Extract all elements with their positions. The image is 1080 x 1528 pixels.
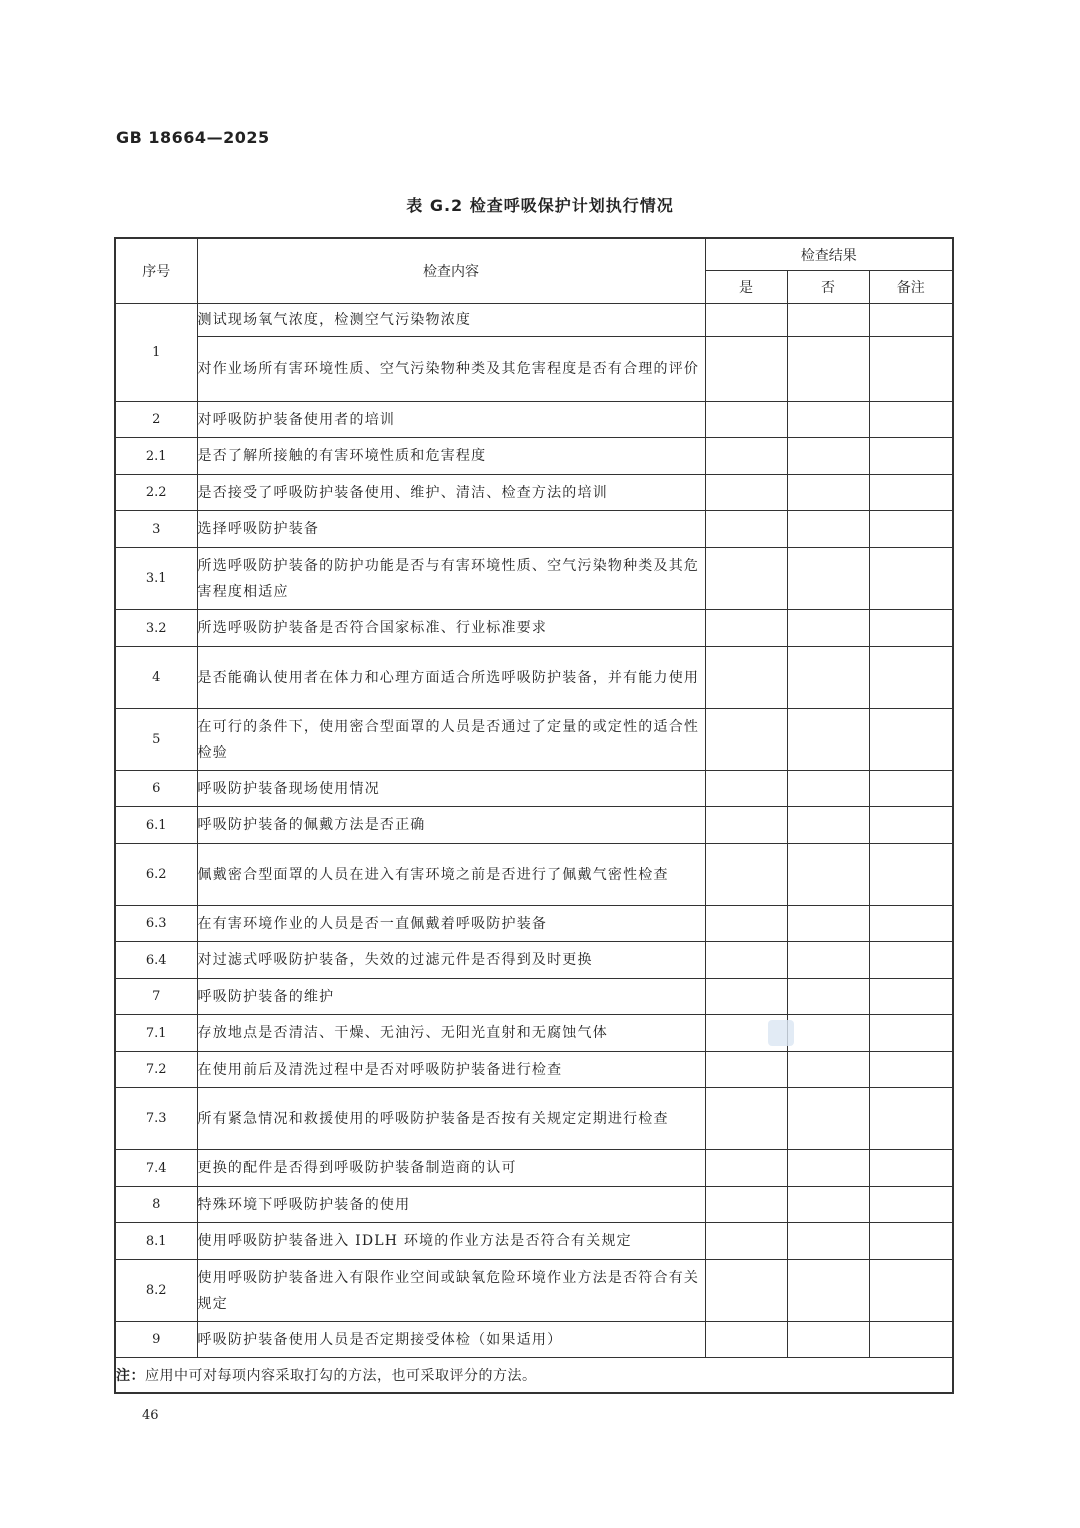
row-content: 在使用前后及清洗过程中是否对呼吸防护装备进行检查: [197, 1052, 705, 1088]
note-cell[interactable]: [869, 304, 953, 337]
yes-cell[interactable]: [705, 807, 787, 844]
row-content: 对呼吸防护装备使用者的培训: [197, 402, 705, 438]
header-no: 否: [787, 271, 869, 304]
table-row: [115, 1322, 953, 1358]
note-cell[interactable]: [869, 1187, 953, 1223]
table-row: [115, 1015, 953, 1052]
row-content: 所选呼吸防护装备的防护功能是否与有害环境性质、空气污染物种类及其危害程度相适应: [197, 548, 705, 610]
yes-cell[interactable]: [705, 548, 787, 610]
yes-cell[interactable]: [705, 1322, 787, 1358]
row-content: 选择呼吸防护装备: [197, 511, 705, 548]
note-cell[interactable]: [869, 1088, 953, 1150]
row-seq: 5: [115, 709, 197, 771]
no-cell[interactable]: [787, 1150, 869, 1187]
watermark-logo: [768, 1020, 794, 1046]
note-cell[interactable]: [869, 511, 953, 548]
inspection-table: [114, 237, 954, 1394]
row-seq: 7.1: [115, 1015, 197, 1052]
yes-cell[interactable]: [705, 1223, 787, 1260]
no-cell[interactable]: [787, 475, 869, 511]
no-cell[interactable]: [787, 771, 869, 807]
no-cell[interactable]: [787, 942, 869, 979]
table-row: [115, 844, 953, 906]
note-cell[interactable]: [869, 1150, 953, 1187]
yes-cell[interactable]: [705, 709, 787, 771]
no-cell[interactable]: [787, 438, 869, 475]
note-cell[interactable]: [869, 475, 953, 511]
table-row: [115, 771, 953, 807]
table-note: [115, 1358, 953, 1394]
yes-cell[interactable]: [705, 942, 787, 979]
note-cell[interactable]: [869, 844, 953, 906]
row-content: 在有害环境作业的人员是否一直佩戴着呼吸防护装备: [197, 906, 705, 942]
header-content: 检查内容: [197, 238, 705, 304]
note-cell[interactable]: [869, 402, 953, 438]
note-cell[interactable]: [869, 1015, 953, 1052]
row-seq: 4: [115, 647, 197, 709]
table-row: [115, 475, 953, 511]
no-cell[interactable]: [787, 844, 869, 906]
table-row: [115, 610, 953, 647]
note-cell[interactable]: [869, 1223, 953, 1260]
page-number: 46: [142, 1408, 159, 1423]
table-row: [115, 1052, 953, 1088]
table-row: [115, 1223, 953, 1260]
no-cell[interactable]: [787, 610, 869, 647]
yes-cell[interactable]: [705, 438, 787, 475]
note-cell[interactable]: [869, 709, 953, 771]
note-cell[interactable]: [869, 337, 953, 402]
yes-cell[interactable]: [705, 771, 787, 807]
table-title: 表 G.2 检查呼吸保护计划执行情况: [406, 196, 674, 215]
row-seq: 7.2: [115, 1052, 197, 1088]
row-content: 所有紧急情况和救援使用的呼吸防护装备是否按有关规定定期进行检查: [197, 1088, 705, 1150]
note-text: 应用中可对每项内容采取打勾的方法，也可采取评分的方法。: [145, 1368, 537, 1384]
no-cell[interactable]: [787, 1223, 869, 1260]
yes-cell[interactable]: [705, 511, 787, 548]
row-content: 所选呼吸防护装备是否符合国家标准、行业标准要求: [197, 610, 705, 647]
note-cell[interactable]: [869, 979, 953, 1015]
row-seq: 6.1: [115, 807, 197, 844]
row-seq: 2: [115, 402, 197, 438]
row-seq: 7.3: [115, 1088, 197, 1150]
note-cell[interactable]: [869, 438, 953, 475]
yes-cell[interactable]: [705, 1088, 787, 1150]
no-cell[interactable]: [787, 906, 869, 942]
row-content: 呼吸防护装备的佩戴方法是否正确: [197, 807, 705, 844]
table-row: [115, 709, 953, 771]
table-row: [115, 548, 953, 610]
no-cell[interactable]: [787, 1088, 869, 1150]
table-row: [115, 1150, 953, 1187]
yes-cell[interactable]: [705, 979, 787, 1015]
note-cell[interactable]: [869, 942, 953, 979]
table-row: [115, 979, 953, 1015]
row-seq: 3.1: [115, 548, 197, 610]
row-seq: 7: [115, 979, 197, 1015]
yes-cell[interactable]: [705, 647, 787, 709]
table-row: [115, 438, 953, 475]
row-seq: 8.2: [115, 1260, 197, 1322]
no-cell[interactable]: [787, 1187, 869, 1223]
table-row: [115, 402, 953, 438]
yes-cell[interactable]: [705, 1150, 787, 1187]
row-content: 佩戴密合型面罩的人员在进入有害环境之前是否进行了佩戴气密性检查: [197, 844, 705, 906]
table-row: [115, 304, 953, 337]
no-cell[interactable]: [787, 709, 869, 771]
row-seq: 8: [115, 1187, 197, 1223]
note-cell[interactable]: [869, 548, 953, 610]
note-label: 注：: [116, 1368, 145, 1384]
row-content: 呼吸防护装备现场使用情况: [197, 771, 705, 807]
no-cell[interactable]: [787, 1015, 869, 1052]
yes-cell[interactable]: [705, 475, 787, 511]
no-cell[interactable]: [787, 979, 869, 1015]
table-row: [115, 337, 953, 402]
table-row: [115, 1187, 953, 1223]
table-row: [115, 1260, 953, 1322]
row-content: 对作业场所有害环境性质、空气污染物种类及其危害程度是否有合理的评价: [197, 337, 705, 402]
no-cell[interactable]: [787, 1052, 869, 1088]
no-cell[interactable]: [787, 402, 869, 438]
table-row: [115, 647, 953, 709]
row-seq: 6.4: [115, 942, 197, 979]
header-seq: 序号: [115, 238, 197, 304]
row-content: 在可行的条件下，使用密合型面罩的人员是否通过了定量的或定性的适合性检验: [197, 709, 705, 771]
header-result: 检查结果: [705, 238, 953, 271]
no-cell[interactable]: [787, 548, 869, 610]
standard-code: GB 18664—2025: [116, 128, 270, 147]
row-content: 呼吸防护装备使用人员是否定期接受体检（如果适用）: [197, 1322, 705, 1358]
row-content: 测试现场氧气浓度，检测空气污染物浓度: [197, 304, 705, 337]
row-seq: 8.1: [115, 1223, 197, 1260]
table-row: [115, 1088, 953, 1150]
row-seq: 3: [115, 511, 197, 548]
yes-cell[interactable]: [705, 337, 787, 402]
row-seq: 6.3: [115, 906, 197, 942]
row-seq: 3.2: [115, 610, 197, 647]
table-row: [115, 807, 953, 844]
yes-cell[interactable]: [705, 1052, 787, 1088]
header-yes: 是: [705, 271, 787, 304]
note-cell[interactable]: [869, 1052, 953, 1088]
yes-cell[interactable]: [705, 610, 787, 647]
no-cell[interactable]: [787, 304, 869, 337]
row-content: 特殊环境下呼吸防护装备的使用: [197, 1187, 705, 1223]
no-cell[interactable]: [787, 337, 869, 402]
row-content: 使用呼吸防护装备进入 IDLH 环境的作业方法是否符合有关规定: [197, 1223, 705, 1260]
row-content: 呼吸防护装备的维护: [197, 979, 705, 1015]
row-content: 是否了解所接触的有害环境性质和危害程度: [197, 438, 705, 475]
row-content: 使用呼吸防护装备进入有限作业空间或缺氧危险环境作业方法是否符合有关规定: [197, 1260, 705, 1322]
table-body: [115, 304, 953, 1358]
row-content: 存放地点是否清洁、干燥、无油污、无阳光直射和无腐蚀气体: [197, 1015, 705, 1052]
row-seq: 6.2: [115, 844, 197, 906]
row-seq: 1: [115, 304, 197, 402]
row-content: 是否接受了呼吸防护装备使用、维护、清洁、检查方法的培训: [197, 475, 705, 511]
no-cell[interactable]: [787, 511, 869, 548]
row-seq: 9: [115, 1322, 197, 1358]
no-cell[interactable]: [787, 1260, 869, 1322]
table-row: [115, 906, 953, 942]
yes-cell[interactable]: [705, 304, 787, 337]
note-cell[interactable]: [869, 906, 953, 942]
row-content: 更换的配件是否得到呼吸防护装备制造商的认可: [197, 1150, 705, 1187]
row-seq: 6: [115, 771, 197, 807]
row-content: 对过滤式呼吸防护装备，失效的过滤元件是否得到及时更换: [197, 942, 705, 979]
note-cell[interactable]: [869, 1322, 953, 1358]
no-cell[interactable]: [787, 807, 869, 844]
yes-cell[interactable]: [705, 402, 787, 438]
note-cell[interactable]: [869, 610, 953, 647]
row-seq: 7.4: [115, 1150, 197, 1187]
note-cell[interactable]: [869, 807, 953, 844]
no-cell[interactable]: [787, 647, 869, 709]
yes-cell[interactable]: [705, 1260, 787, 1322]
yes-cell[interactable]: [705, 1187, 787, 1223]
no-cell[interactable]: [787, 1322, 869, 1358]
note-cell[interactable]: [869, 771, 953, 807]
note-cell[interactable]: [869, 647, 953, 709]
row-seq: 2.2: [115, 475, 197, 511]
yes-cell[interactable]: [705, 906, 787, 942]
yes-cell[interactable]: [705, 844, 787, 906]
row-content: 是否能确认使用者在体力和心理方面适合所选呼吸防护装备，并有能力使用: [197, 647, 705, 709]
note-cell[interactable]: [869, 1260, 953, 1322]
row-seq: 2.1: [115, 438, 197, 475]
table-row: [115, 511, 953, 548]
table-row: [115, 942, 953, 979]
header-note: 备注: [869, 271, 953, 304]
